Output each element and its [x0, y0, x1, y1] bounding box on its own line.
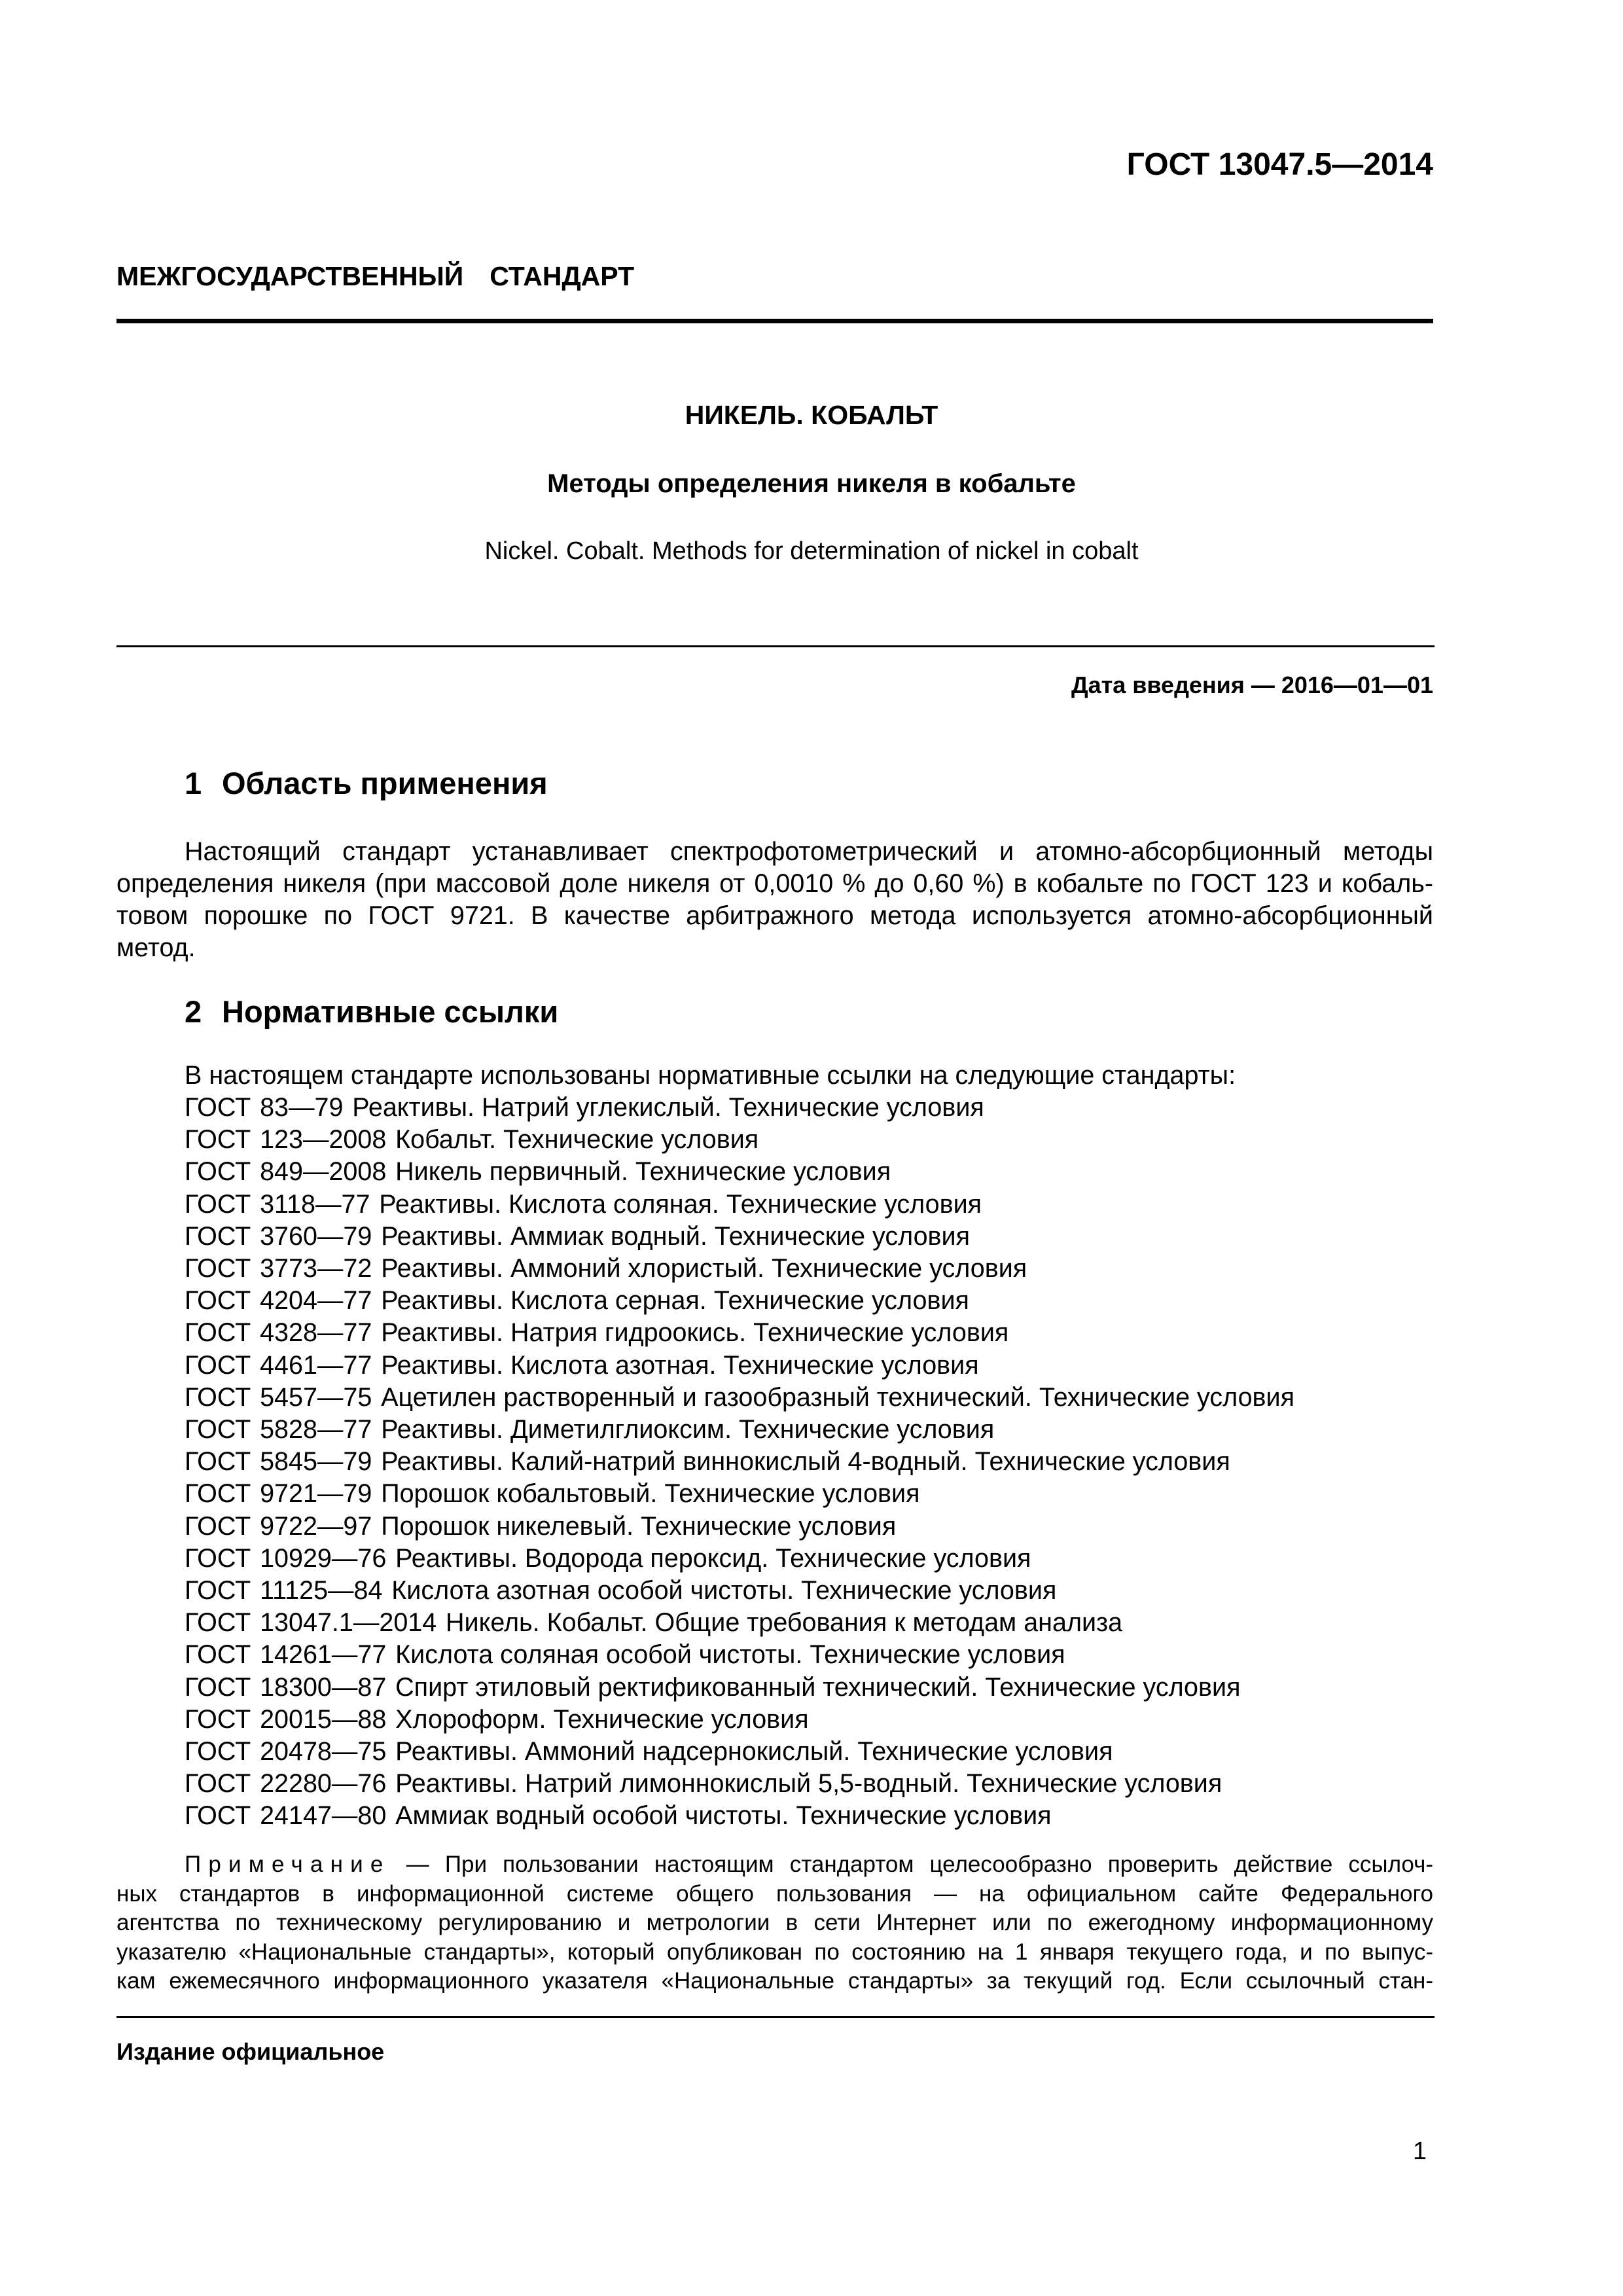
reference-item	[185, 1285, 1294, 1317]
reference-title: Кислота азотная особой чистоты. Технические условия	[391, 1576, 1057, 1605]
page-number: 1	[1412, 2138, 1427, 2165]
reference-item	[185, 1543, 1294, 1575]
reference-number: 4328—77	[260, 1318, 372, 1348]
reference-number: 14261—77	[260, 1640, 387, 1670]
reference-prefix: ГОСТ	[185, 1672, 251, 1702]
reference-number: 24147—80	[260, 1801, 387, 1831]
reference-prefix: ГОСТ	[185, 1511, 251, 1541]
reference-number: 123—2008	[260, 1125, 387, 1155]
reference-prefix: ГОСТ	[185, 1221, 251, 1251]
reference-prefix: ГОСТ	[185, 1640, 251, 1670]
reference-item	[185, 1800, 1294, 1832]
introduction-date: Дата введения — 2016—01—01	[1071, 672, 1433, 698]
reference-prefix: ГОСТ	[185, 1189, 251, 1219]
official-edition-label: Издание официальное	[116, 2038, 385, 2065]
document-title-english: Nickel. Cobalt. Methods for determination of nickel in cobalt	[484, 537, 1139, 565]
reference-title: Реактивы. Натрий углекислый. Технические условия	[352, 1093, 984, 1122]
reference-prefix: ГОСТ	[185, 1254, 251, 1283]
title-divider	[116, 645, 1435, 647]
reference-title: Реактивы. Водорода пероксид. Технические условия	[395, 1543, 1031, 1573]
reference-item	[185, 1382, 1294, 1414]
reference-prefix: ГОСТ	[185, 1157, 251, 1187]
reference-prefix: ГОСТ	[185, 1576, 251, 1605]
reference-number: 20015—88	[260, 1704, 387, 1734]
reference-number: 13047.1—2014	[260, 1608, 437, 1638]
interstate-word-1: МЕЖГОСУДАРСТВЕННЫЙ	[116, 261, 464, 291]
document-subtitle: Методы определения никеля в кобальте	[547, 469, 1076, 498]
reference-prefix: ГОСТ	[185, 1125, 251, 1155]
reference-title: Хлороформ. Технические условия	[395, 1704, 809, 1734]
footer-divider	[116, 2016, 1435, 2018]
reference-item	[185, 1575, 1294, 1607]
reference-number: 4204—77	[260, 1286, 372, 1316]
header-divider	[116, 319, 1433, 323]
reference-item	[185, 1092, 1294, 1124]
reference-number: 3773—72	[260, 1254, 372, 1283]
reference-prefix: ГОСТ	[185, 1543, 251, 1573]
references-intro: В настоящем стандарте использованы нормативные ссылки на следующие стандарты:	[185, 1061, 1236, 1090]
note-line: агентства по техническому регулированию и метрологии в сети Интернет или по ежегодному информационному	[116, 1910, 1433, 1935]
note-block	[116, 1850, 1433, 1996]
reference-number: 5457—75	[260, 1382, 372, 1412]
reference-item	[185, 1350, 1294, 1382]
reference-item	[185, 1189, 1294, 1221]
interstate-word-2: СТАНДАРТ	[490, 261, 635, 291]
reference-item	[185, 1607, 1294, 1639]
reference-number: 9721—79	[260, 1479, 372, 1509]
reference-title: Реактивы. Кислота азотная. Технические условия	[381, 1350, 979, 1380]
reference-title: Порошок никелевый. Технические условия	[381, 1511, 897, 1541]
section-1-number: 1	[185, 766, 202, 800]
reference-prefix: ГОСТ	[185, 1382, 251, 1412]
note-line: ных стандартов в информационной системе общего пользования — на официальном сайте Федерального	[116, 1880, 1433, 1907]
reference-title: Реактивы. Аммоний надсернокислый. Технические условия	[395, 1737, 1113, 1767]
reference-number: 10929—76	[260, 1543, 387, 1573]
reference-item	[185, 1253, 1294, 1285]
reference-title: Порошок кобальтовый. Технические условия	[381, 1479, 920, 1509]
section-2-title: Нормативные ссылки	[222, 994, 559, 1029]
section-2-heading	[185, 992, 558, 1031]
reference-prefix: ГОСТ	[185, 1737, 251, 1767]
note-label: Примечание	[185, 1852, 391, 1877]
section-1-line: Настоящий стандарт устанавливает спектрофотометрический и атомно-абсорбционный методы	[185, 837, 1433, 866]
note-line: кам ежемесячного информационного указателя «Национальные стандарты» за текущий год. Если ссылочный стан-	[116, 1968, 1433, 1994]
reference-item	[185, 1768, 1294, 1800]
reference-item	[185, 1672, 1294, 1704]
reference-item	[185, 1124, 1294, 1156]
reference-item	[185, 1478, 1294, 1510]
reference-item	[185, 1317, 1294, 1349]
reference-number: 11125—84	[260, 1576, 383, 1605]
reference-title: Реактивы. Калий-натрий виннокислый 4-водный. Технические условия	[381, 1447, 1230, 1477]
reference-number: 5828—77	[260, 1415, 372, 1444]
reference-title: Реактивы. Натрия гидроокись. Технические условия	[381, 1318, 1009, 1348]
reference-number: 4461—77	[260, 1350, 372, 1380]
reference-title: Реактивы. Диметилглиоксим. Технические условия	[381, 1415, 995, 1444]
reference-number: 3118—77	[260, 1189, 370, 1219]
reference-prefix: ГОСТ	[185, 1318, 251, 1348]
note-line: указателю «Национальные стандарты», который опубликован по состоянию на 1 января текущего года, и по выпус-	[116, 1939, 1433, 1965]
section-1-line: метод.	[116, 933, 196, 962]
note-first-line-text: — При пользовании настоящим стандартом целесообразно проверить действие ссылоч-	[406, 1852, 1433, 1877]
reference-number: 22280—76	[260, 1769, 387, 1799]
reference-title: Реактивы. Аммиак водный. Технические условия	[381, 1221, 970, 1251]
reference-number: 849—2008	[260, 1157, 387, 1187]
reference-item	[185, 1704, 1294, 1736]
references-list	[185, 1092, 1294, 1833]
reference-item	[185, 1156, 1294, 1188]
reference-prefix: ГОСТ	[185, 1769, 251, 1799]
section-1-title: Область применения	[222, 766, 548, 800]
reference-title: Реактивы. Натрий лимоннокислый 5,5-водный. Технические условия	[395, 1769, 1222, 1799]
reference-prefix: ГОСТ	[185, 1415, 251, 1444]
section-1-line: определения никеля (при массовой доле никеля от 0,0010 % до 0,60 %) в кобальте по ГОСТ 123 и кобаль-	[116, 869, 1433, 898]
reference-prefix: ГОСТ	[185, 1286, 251, 1316]
reference-title: Реактивы. Кислота серная. Технические условия	[381, 1286, 969, 1316]
reference-prefix: ГОСТ	[185, 1801, 251, 1831]
reference-title: Кислота соляная особой чистоты. Технические условия	[395, 1640, 1065, 1670]
reference-number: 83—79	[260, 1093, 344, 1122]
reference-prefix: ГОСТ	[185, 1704, 251, 1734]
reference-prefix: ГОСТ	[185, 1350, 251, 1380]
reference-title: Спирт этиловый ректификованный технический. Технические условия	[395, 1672, 1241, 1702]
reference-number: 5845—79	[260, 1447, 372, 1477]
section-1-line: товом порошке по ГОСТ 9721. В качестве арбитражного метода используется атомно-абсорбционный	[116, 901, 1433, 930]
reference-prefix: ГОСТ	[185, 1479, 251, 1509]
reference-item	[185, 1736, 1294, 1768]
reference-prefix: ГОСТ	[185, 1093, 251, 1122]
reference-prefix: ГОСТ	[185, 1447, 251, 1477]
section-2-number: 2	[185, 994, 202, 1029]
reference-number: 3760—79	[260, 1221, 372, 1251]
reference-title: Никель первичный. Технические условия	[395, 1157, 891, 1187]
reference-number: 20478—75	[260, 1737, 387, 1767]
interstate-standard-banner	[116, 258, 1433, 295]
reference-item	[185, 1639, 1294, 1671]
reference-title: Реактивы. Аммоний хлористый. Технические условия	[381, 1254, 1027, 1283]
reference-prefix: ГОСТ	[185, 1608, 251, 1638]
reference-title: Никель. Кобальт. Общие требования к методам анализа	[446, 1608, 1123, 1638]
reference-number: 9722—97	[260, 1511, 372, 1541]
reference-item	[185, 1446, 1294, 1478]
section-1-paragraph	[116, 836, 1433, 964]
document-code: ГОСТ 13047.5—2014	[1126, 147, 1433, 182]
reference-title: Ацетилен растворенный и газообразный технический. Технические условия	[381, 1382, 1294, 1412]
reference-title: Аммиак водный особой чистоты. Технические условия	[395, 1801, 1052, 1831]
reference-item	[185, 1221, 1294, 1253]
reference-item	[185, 1511, 1294, 1543]
reference-item	[185, 1414, 1294, 1446]
section-1-heading	[185, 764, 548, 803]
note-line	[116, 1850, 1433, 1880]
document-title: НИКЕЛЬ. КОБАЛЬТ	[685, 400, 938, 430]
reference-title: Кобальт. Технические условия	[395, 1125, 759, 1155]
reference-title: Реактивы. Кислота соляная. Технические условия	[379, 1189, 982, 1219]
reference-number: 18300—87	[260, 1672, 387, 1702]
